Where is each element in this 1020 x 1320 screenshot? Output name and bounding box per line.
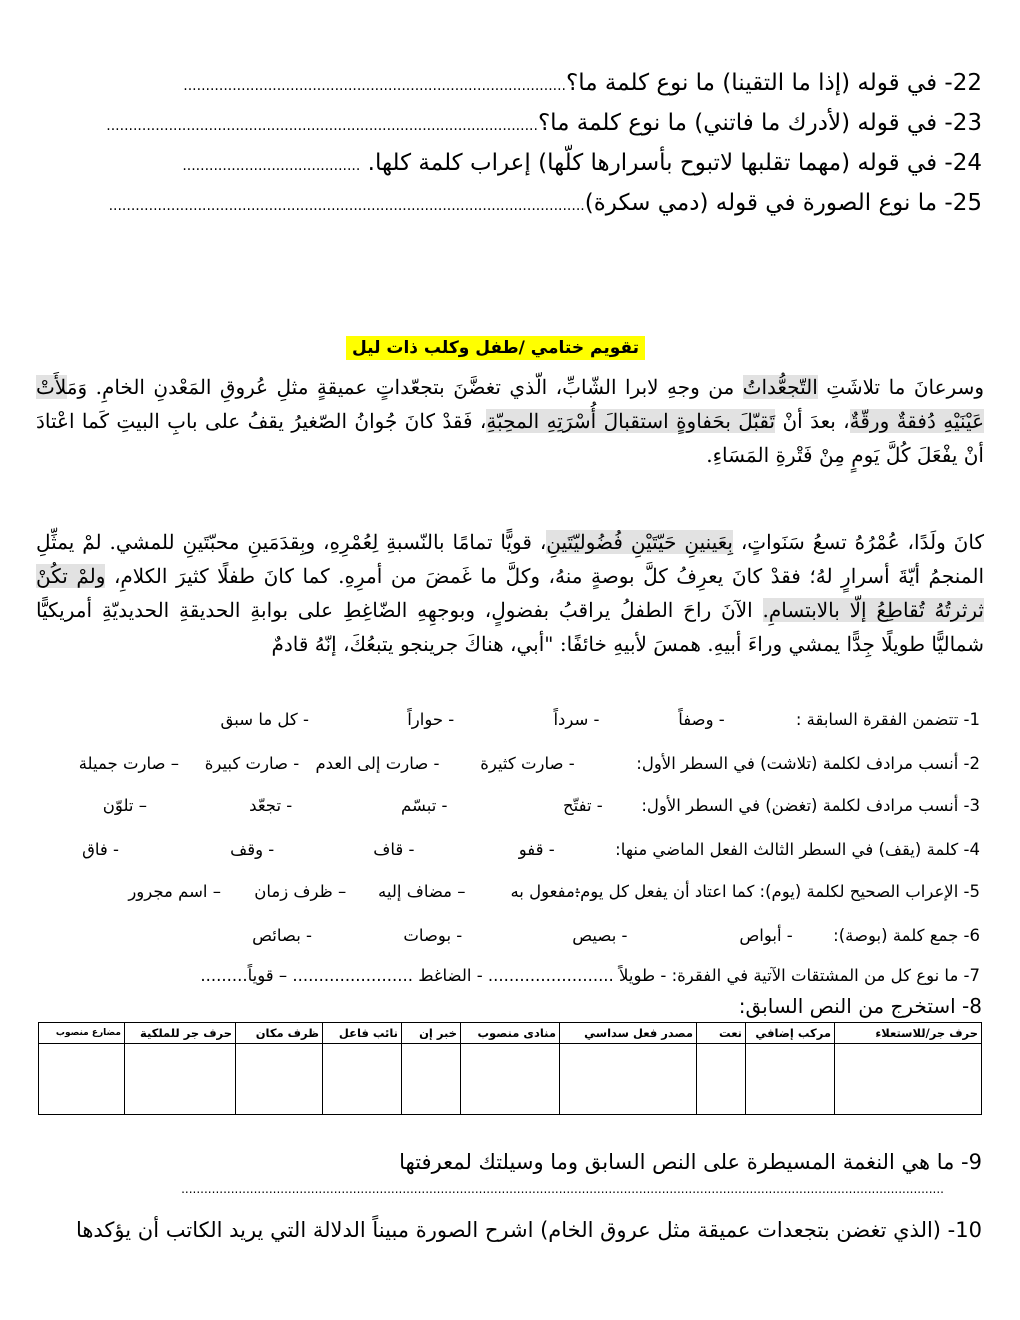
question-7: 7- ما نوع كل من المشتقات الآتية في الفقرة: - طويلاً ........................ - الضاغط ....................... – قوياً......... [200,966,980,985]
table-header-row [39,1023,982,1044]
answer-cell[interactable] [461,1044,560,1115]
mcq-stem: 1- تتضمن الفقرة السابقة : [795,710,980,729]
mcq-option: - قاف [373,840,415,859]
highlighted-text: لأَتْ عَيْنَيْهِ دُفقةٌ ورقّةٌ [36,375,985,433]
text-run: ، بعدَ أنْ [775,409,850,433]
mcq-option: - أبواص [739,926,793,945]
table-answer-row [39,1044,982,1115]
highlighted-text: ولمْ تكُنْ ثرثرتُهُ تُقاطِعُ إلّا بالابتسامِ. [36,564,984,622]
question-number: 22- [944,70,982,96]
mcq-option: – مضاف إليه [378,882,466,901]
text-run: كانَ ولَدًا، عُمْرُهُ تسعُ سَنَواتٍ، [732,530,984,554]
highlighted-text: بِعَينينِ حَيّتَيْنِ فُضُوليّتَينِ [546,530,733,554]
mcq-option: - صارت كثيرة [480,754,575,773]
question-text: في قوله (لأدرك ما فاتني) ما نوع كلمة ما؟ [537,110,938,136]
highlighted-text: التّجعُّداتُ [742,375,818,399]
mcq-option: -مفعول به [510,882,581,901]
mcq-option: - تبسّم [401,796,448,815]
question-text: في قوله (مهما تقلبها لاتبوح بأسرارها كلّها) إعراب كلمة كلها. [367,150,938,176]
mcq-option: - بصيص [572,926,628,945]
passage-paragraph-1 [36,370,984,472]
question-10: 10- (الذي تغضن بتجعدات عميقة مثل عروق الخام) اشرح الصورة مبيناً الدلالة التي يريد الكاتب أن يؤكدها [75,1218,982,1242]
answer-cell[interactable] [746,1044,835,1115]
answer-cell[interactable] [697,1044,746,1115]
table-header: مضارع منصوب [39,1023,125,1044]
section-title: تقويم ختامي /طفل وكلب ذات ليل [346,336,645,360]
question-22 [40,70,982,96]
mcq-option: - كل ما سبق [220,710,309,729]
extraction-table [38,1022,982,1115]
mcq-option: - بصائص [252,926,312,945]
question-9: 9- ما هي النغمة المسيطرة على النص السابق وما وسيلتك لمعرفتها [399,1150,982,1174]
answer-dots: ........................................................................................................... [108,198,585,214]
table-header: مركب إضافي [746,1023,835,1044]
mcq-4 [40,840,980,859]
answer-cell[interactable] [323,1044,402,1115]
answer-dots: ................................................................................................. [106,118,538,134]
answer-cell[interactable] [835,1044,982,1115]
question-number: 25- [944,190,982,216]
table-header: ظرف مكان [236,1023,323,1044]
question-8: 8- استخرج من النص السابق: [738,994,982,1018]
mcq-option: - صارت إلى العدم [315,754,440,773]
mcq-option: - قفو [518,840,555,859]
mcq-3 [40,796,980,815]
table-header: نائب فاعل [323,1023,402,1044]
question-number: 23- [944,110,982,136]
mcq-stem: 3- أنسب مرادف لكلمة (تغضن) في السطر الأول: [641,796,980,815]
answer-dots: ...................................................................................... [183,78,566,94]
question-number: 24- [944,150,982,176]
mcq-option: – اسم مجرور [128,882,221,901]
table-header: مصدر فعل سداسي [560,1023,697,1044]
question-23 [40,110,982,136]
question-text: ما نوع الصورة في قوله (دمي سكرة) [584,190,938,216]
mcq-option: – ظرف زمان [254,882,347,901]
table-header: حرف جر/للاستعلاء [835,1023,982,1044]
mcq-2 [40,754,980,773]
answer-cell[interactable] [402,1044,461,1115]
mcq-stem: 5- الإعراب الصحيح لكلمة (يوم): كما اعتاد أن يفعل كل يوم: [574,882,980,901]
mcq-option: - حواراً [407,710,455,729]
text-run: من وجهِ لابرا الشّابِّ، الّذي تغضَّنَ بتجعّداتٍ عميقةٍ مثلِ عُروقِ المَعْدنِ الخامِ. وَمَ [66,375,743,399]
answer-dots: ........................................ [182,158,361,174]
answer-dots: ........................................................................................................................................................................................................ [181,1182,944,1196]
mcq-stem: 6- جمع كلمة (بوصة): [833,926,980,945]
mcq-option: - صارت كبيرة [204,754,300,773]
passage-paragraph-2 [36,525,984,661]
answer-cell[interactable] [39,1044,125,1115]
text-run: ، فَقدْ كانَ جُوانُ الصّغيرُ يقفُ على بابِ البيتِ كَما اعْتادَ أنْ يفْعَلَ كُلَّ يَومٍ مِنْ فَتْرةِ المَسَاءِ. [36,409,984,467]
question-25 [40,190,982,216]
mcq-option: - وصفاً [678,710,725,729]
mcq-option: – تلوّن [102,796,147,815]
answer-cell[interactable] [125,1044,236,1115]
answer-cell[interactable] [236,1044,323,1115]
mcq-option: - تجعّد [249,796,293,815]
table-header: خبر إن [402,1023,461,1044]
highlighted-text: تَقبّلَ بحَفاوةٍ استقبالَ أُسْرَتِهِ المحِبّةِ [486,409,776,433]
table-header: حرف جر للملكية [125,1023,236,1044]
text-run: ، قويًّا تمامًا بالنّسبةِ لِعُمْرِهِ، وبِقدَمَينِ محبّتَينِ للمشي. لمْ يمثِّلِ المنجمُ أيّةَ أسرارٍ لهُ؛ فقدْ كانَ يعرِفُ كلَّ بوصةٍ منهُ، وكلَّ ما غَمضَ من أمرِهِ. كما كانَ طفلًا كثيرَ الكلامِ، [36,530,984,588]
mcq-option: - وقف [230,840,275,859]
mcq-option: - تفتّح [562,796,603,815]
question-24 [40,150,982,176]
table-header: نعت [697,1023,746,1044]
mcq-stem: 2- أنسب مرادف لكلمة (تلاشت) في السطر الأول: [636,754,980,773]
table-header: منادى منصوب [461,1023,560,1044]
mcq-option: - سرداً [553,710,600,729]
text-run: الآنَ راحَ الطفلُ يراقبُ بفضولٍ، وبوجهِهِ الضّاغِطِ على بوابةِ الحديقةِ الحديديّةِ أمريكيًّا شماليًّا طويلًا جِدًّا يمشي وراءَ أبيهِ. همسَ لأبيهِ خائفًا: "أبي، هناكَ جرينجو يتبعُكَ، إنّهُ قادمٌ [36,598,984,656]
question-text: في قوله (إذا ما التقينا) ما نوع كلمة ما؟ [566,70,938,96]
text-run: وسرعانَ ما تلاشَتِ [817,375,984,399]
answer-cell[interactable] [560,1044,697,1115]
mcq-option: – صارت جميلة [78,754,179,773]
mcq-1 [40,710,980,729]
mcq-6 [40,926,980,945]
mcq-option: - فاق [82,840,119,859]
mcq-5 [40,882,980,901]
mcq-option: - بوصات [403,926,463,945]
mcq-stem: 4- كلمة (يقف) في السطر الثالث الفعل الماضي منها: [615,840,980,859]
